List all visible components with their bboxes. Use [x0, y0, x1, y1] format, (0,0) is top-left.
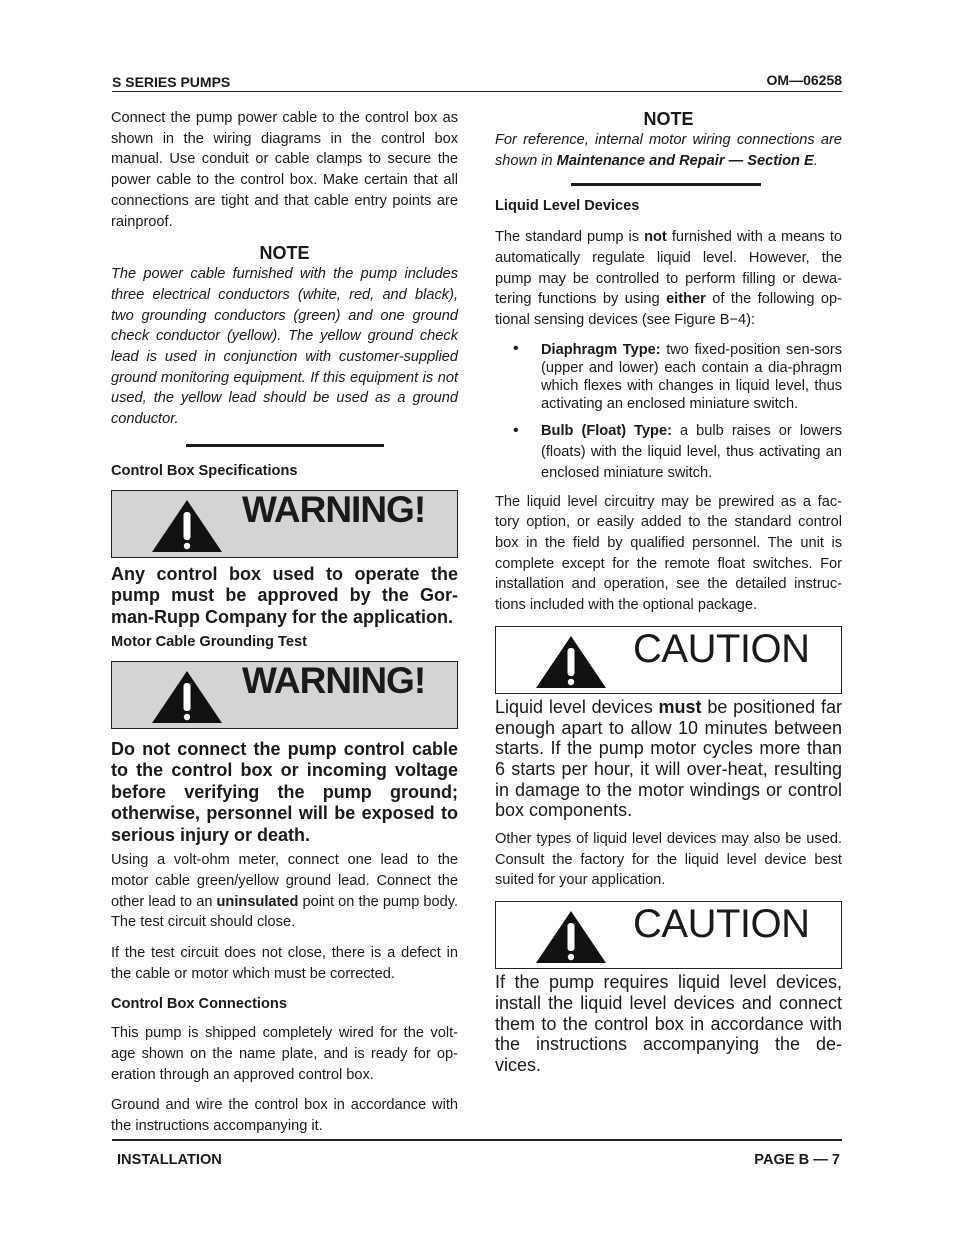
- warning-text: Do not connect the pump control cable to the control box or incoming voltage before verifying the pump ground; otherwise, personnel will be exposed to serious injury or death.: [111, 738, 458, 845]
- caution-label: CAUTION: [633, 902, 810, 947]
- divider-rule: [571, 183, 761, 186]
- note-body: For reference, internal motor wiring connections are shown in Maintenance and Repair — Section E.: [495, 132, 842, 169]
- caution-triangle-icon: [534, 909, 608, 965]
- intro-paragraph: Connect the pump power cable to the control box as shown in the wiring diagrams in the control box manual. Use conduit or cable clamps to secure the power cable to the control box. Make certain that all connections are tight and that cable entry points are rainproof.: [111, 110, 458, 230]
- section-heading-grounding-test: Motor Cable Grounding Test: [111, 634, 307, 651]
- header-title: S SERIES PUMPS: [112, 74, 231, 90]
- warning-triangle-icon: [150, 498, 224, 554]
- grounding-defect-paragraph: If the test circuit does not close, there is a defect in the cable or motor which must be corrected.: [111, 945, 458, 982]
- circuitry-paragraph: The liquid level circuitry may be prewired as a fac-tory option, or easily added to the standard control box in the field by qualified personnel. The unit is complete except for the remote float switches. For installation and operation, see the detailed instruc-tions included with the optional package.: [495, 493, 842, 614]
- right-column: [495, 108, 842, 1084]
- page-footer: [112, 1139, 842, 1171]
- caution-text: If the pump requires liquid level devices, install the liquid level devices and connect them to the control box in accordance with the instructions accompanying the de-vices.: [495, 972, 842, 1075]
- footer-section: INSTALLATION: [117, 1152, 222, 1168]
- section-heading-control-box-spec: Control Box Specifications: [111, 462, 298, 479]
- other-devices-paragraph: Other types of liquid level devices may also be used. Consult the factory for the liquid level device best suited for your application.: [495, 831, 842, 889]
- list-item: • Diaphragm Type: two fixed-position sen-sors (upper and lower) each contain a dia-phragm which flexes with changes in liquid level, thus activating an enclosed miniature switch.: [513, 339, 842, 412]
- bullet-icon: •: [513, 339, 519, 357]
- caution-sign: [495, 901, 842, 969]
- caution-triangle-icon: [534, 634, 608, 690]
- note-title: NOTE: [643, 109, 694, 129]
- connections-paragraph-2: Ground and wire the control box in accordance with the instructions accompanying it.: [111, 1097, 458, 1134]
- bullet-icon: •: [513, 421, 519, 439]
- warning-label: WARNING!: [242, 488, 426, 530]
- note-title: NOTE: [259, 243, 310, 264]
- section-heading-control-box-connections: Control Box Connections: [111, 996, 287, 1013]
- document-number: OM—06258: [766, 72, 842, 88]
- warning-sign: [111, 661, 458, 729]
- left-column: [111, 108, 458, 1137]
- grounding-paragraph: Using a volt-ohm meter, connect one lead to the motor cable green/yellow ground lead. Connect the other lead to an uninsulated point on the pump body. The test circuit should close.: [111, 852, 459, 931]
- warning-label: WARNING!: [242, 659, 426, 701]
- note-body: The power cable furnished with the pump includes three electrical conductors (white, red, and black), two grounding conductors (green) and one ground check conductor (yellow). The yellow ground check lead is used in conjunction with customer-supplied ground monitoring equipment. If this equipment is not used, the yellow lead should be used as a ground conductor.: [111, 266, 458, 428]
- page-number: PAGE B — 7: [754, 1152, 840, 1168]
- list-item: • Bulb (Float) Type: a bulb raises or lowers (floats) with the liquid level, thus activating an enclosed miniature switch.: [513, 421, 842, 481]
- connections-paragraph: This pump is shipped completely wired for the volt-age shown on the name plate, and is ready for op-eration through an approved control box.: [111, 1025, 458, 1083]
- caution-sign: [495, 626, 842, 694]
- page-header: [112, 71, 842, 92]
- caution-text: Liquid level devices must be positioned far enough apart to allow 10 minutes between starts. If the pump motor cycles more than 6 starts per hour, it will over-heat, resulting in damage to the motor windings or control box components.: [495, 696, 842, 821]
- warning-text: Any control box used to operate the pump must be approved by the Gor-man-Rupp Company for the application.: [111, 563, 458, 627]
- sensing-device-list: [495, 341, 842, 484]
- caution-label: CAUTION: [633, 626, 810, 671]
- section-heading-liquid-level: Liquid Level Devices: [495, 198, 640, 215]
- warning-sign: [111, 490, 458, 558]
- divider-rule: [186, 444, 384, 447]
- warning-triangle-icon: [150, 669, 224, 725]
- liquid-level-paragraph: The standard pump is not furnished with a means to automatically regulate liquid level. However, the pump may be controlled to perform filling or dewa-tering functions by using either of the following op-tional sensing devices (see Figure B−4):: [495, 229, 842, 328]
